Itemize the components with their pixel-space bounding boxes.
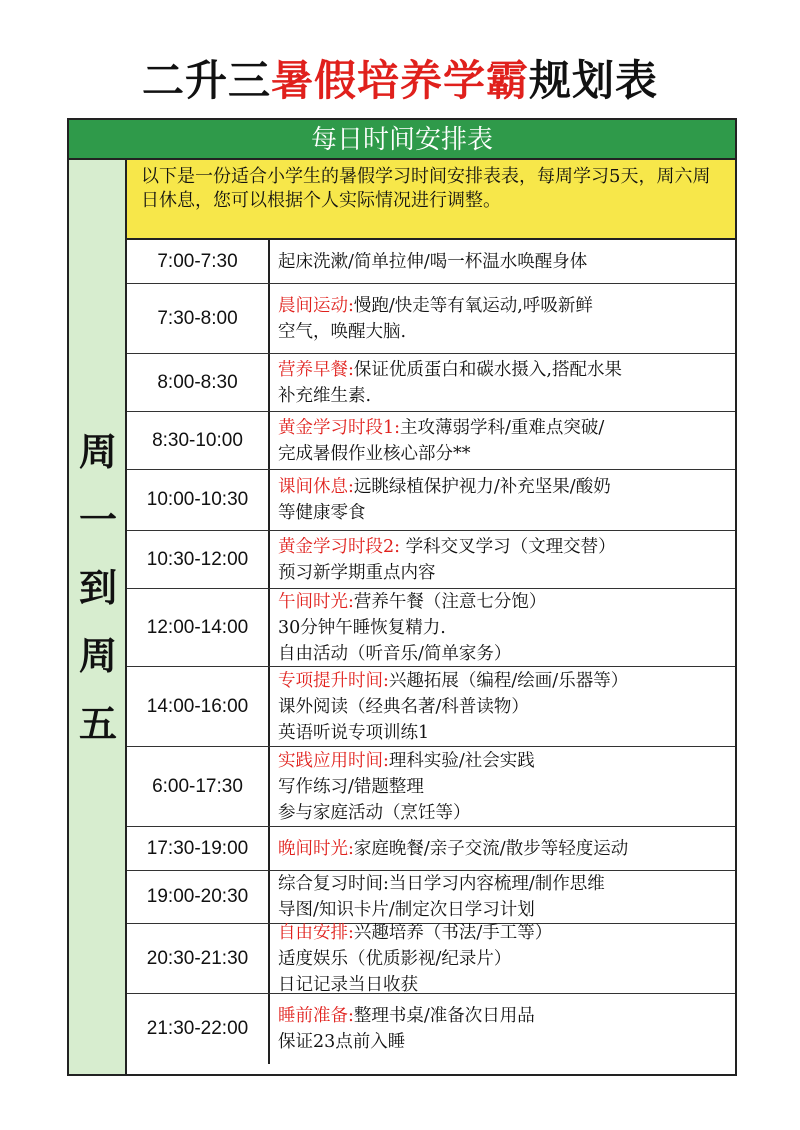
- time-slot: 20:30-21:30: [127, 924, 270, 993]
- activity-description: [270, 470, 735, 530]
- activity-line: [278, 774, 731, 800]
- activity-line: [278, 357, 731, 383]
- activity-description: [270, 531, 735, 588]
- activity-highlight: 晚间时光:: [278, 838, 354, 859]
- table-row: [127, 827, 735, 871]
- activity-highlight: 睡前准备:: [278, 1006, 354, 1026]
- time-slot: 7:00-7:30: [127, 240, 270, 283]
- side-label-text: [69, 418, 127, 758]
- table-row: [127, 667, 735, 747]
- time-slot: 10:00-10:30: [127, 470, 270, 530]
- table-row: [127, 470, 735, 531]
- activity-text: 保证23点前入睡: [278, 1032, 406, 1052]
- schedule-table: [67, 118, 737, 1076]
- activity-description: [270, 994, 735, 1064]
- time-slot: 14:00-16:00: [127, 667, 270, 746]
- table-row: [127, 747, 735, 827]
- activity-text: 完成暑假作业核心部分**: [278, 443, 471, 464]
- time-slot: 8:30-10:00: [127, 412, 270, 469]
- side-char: 到: [78, 565, 117, 610]
- activity-description: [270, 284, 735, 353]
- page-title: [0, 48, 800, 108]
- activity-highlight: 午间时光:: [278, 591, 354, 612]
- table-row: [127, 924, 735, 994]
- activity-line: [278, 836, 731, 862]
- time-slot: 6:00-17:30: [127, 747, 270, 826]
- activity-description: [270, 827, 735, 870]
- activity-line: [278, 946, 731, 972]
- activity-text: 空气，唤醒大脑.: [278, 321, 407, 342]
- activity-text: 参与家庭活动（烹饪等）: [278, 802, 471, 823]
- activity-line: [278, 920, 731, 946]
- activity-text: 学科交叉学习（文理交替）: [400, 536, 616, 557]
- activity-description: [270, 747, 735, 826]
- table-row: [127, 284, 735, 354]
- table-row: [127, 354, 735, 412]
- activity-line: [278, 1003, 731, 1029]
- activity-description: [270, 354, 735, 411]
- activity-line: [278, 534, 731, 560]
- activity-line: [278, 871, 731, 897]
- activity-line: [278, 694, 731, 720]
- side-char: 周: [78, 429, 117, 474]
- activity-text: 起床洗漱/简单拉伸/喝一杯温水唤醒身体: [278, 251, 588, 272]
- activity-line: [278, 1029, 731, 1055]
- activity-highlight: 课间休息:: [278, 477, 354, 497]
- time-slot: 7:30-8:00: [127, 284, 270, 353]
- table-row: [127, 412, 735, 470]
- activity-line: [278, 800, 731, 826]
- intro-note: 以下是一份适合小学生的暑假学习时间安排表表，每周学习5天，周六周日休息，您可以根据个人实际情况进行调整。: [127, 160, 735, 240]
- side-char: 周: [78, 633, 117, 678]
- activity-highlight: 黄金学习时段2:: [278, 536, 401, 557]
- activity-description: [270, 924, 735, 993]
- table-header: 每日时间安排表: [69, 120, 735, 160]
- title-highlight: 暑假培养学霸: [270, 56, 529, 105]
- activity-line: [278, 474, 731, 500]
- activity-line: [278, 589, 731, 615]
- table-row: [127, 240, 735, 284]
- activity-text: 家庭晚餐/亲子交流/散步等轻度运动: [353, 838, 629, 859]
- activity-highlight: 自由安排:: [278, 922, 354, 943]
- activity-line: [278, 641, 731, 667]
- title-suffix: 规划表: [529, 56, 659, 105]
- activity-text: 课外阅读（经典名著/科普读物）: [278, 696, 529, 717]
- activity-line: [278, 383, 731, 409]
- activity-description: [270, 240, 735, 283]
- activity-text: 30分钟午睡恢复精力.: [278, 617, 446, 638]
- activity-line: [278, 748, 731, 774]
- time-slot: 12:00-14:00: [127, 589, 270, 666]
- side-char: 一: [78, 497, 117, 542]
- table-row: [127, 871, 735, 924]
- activity-description: [270, 412, 735, 469]
- time-slot: 10:30-12:00: [127, 531, 270, 588]
- activity-text: 慢跑/快走等有氧运动,呼吸新鲜: [353, 295, 593, 316]
- activity-description: [270, 871, 735, 923]
- activity-highlight: 晨间运动:: [278, 295, 354, 316]
- activity-text: 补充维生素.: [278, 385, 372, 406]
- table-row: [127, 994, 735, 1064]
- time-slot: 17:30-19:00: [127, 827, 270, 870]
- activity-line: [278, 668, 731, 694]
- activity-highlight: 黄金学习时段1:: [278, 417, 401, 438]
- activity-description: [270, 667, 735, 746]
- activity-line: [278, 249, 731, 275]
- activity-text: 英语听说专项训练1: [278, 722, 430, 743]
- activity-text: 营养午餐（注意七分饱）: [353, 591, 547, 612]
- table-row: [127, 589, 735, 667]
- activity-line: [278, 319, 731, 345]
- activity-text: 自由活动（听音乐/简单家务）: [278, 643, 512, 664]
- activity-line: [278, 293, 731, 319]
- activity-line: [278, 615, 731, 641]
- side-char: 五: [78, 701, 117, 746]
- title-prefix: 二升三: [141, 56, 271, 105]
- weekday-side-label: [69, 160, 127, 1074]
- activity-text: 整理书桌/准备次日用品: [353, 1006, 535, 1026]
- activity-text: 保证优质蛋白和碳水摄入,搭配水果: [353, 359, 622, 380]
- time-slot: 19:00-20:30: [127, 871, 270, 923]
- activity-text: 兴趣拓展（编程/绘画/乐器等）: [388, 670, 629, 691]
- activity-highlight: 实践应用时间:: [278, 750, 389, 771]
- activity-line: [278, 441, 731, 467]
- activity-text: 理科实验/社会实践: [388, 750, 535, 771]
- activity-text: 等健康零食: [278, 503, 366, 523]
- table-row: [127, 531, 735, 589]
- activity-highlight: 专项提升时间:: [278, 670, 389, 691]
- activity-text: 日记记录当日收获: [278, 974, 418, 995]
- activity-description: [270, 589, 735, 666]
- activity-text: 预习新学期重点内容: [278, 562, 436, 583]
- activity-line: [278, 560, 731, 586]
- activity-text: 导图/知识卡片/制定次日学习计划: [278, 900, 535, 920]
- activity-line: [278, 720, 731, 746]
- activity-text: 综合复习时间:当日学习内容梳理/制作思维: [278, 874, 605, 894]
- activity-highlight: 营养早餐:: [278, 359, 354, 380]
- activity-line: [278, 415, 731, 441]
- activity-text: 写作练习/错题整理: [278, 776, 424, 797]
- activity-text: 兴趣培养（书法/手工等）: [353, 922, 553, 943]
- activity-line: [278, 500, 731, 526]
- activity-text: 远眺绿植保护视力/补充坚果/酸奶: [353, 477, 611, 497]
- time-slot: 8:00-8:30: [127, 354, 270, 411]
- activity-text: 适度娱乐（优质影视/纪录片）: [278, 948, 512, 969]
- time-slot: 21:30-22:00: [127, 994, 270, 1064]
- activity-text: 主攻薄弱学科/重难点突破/: [400, 417, 605, 438]
